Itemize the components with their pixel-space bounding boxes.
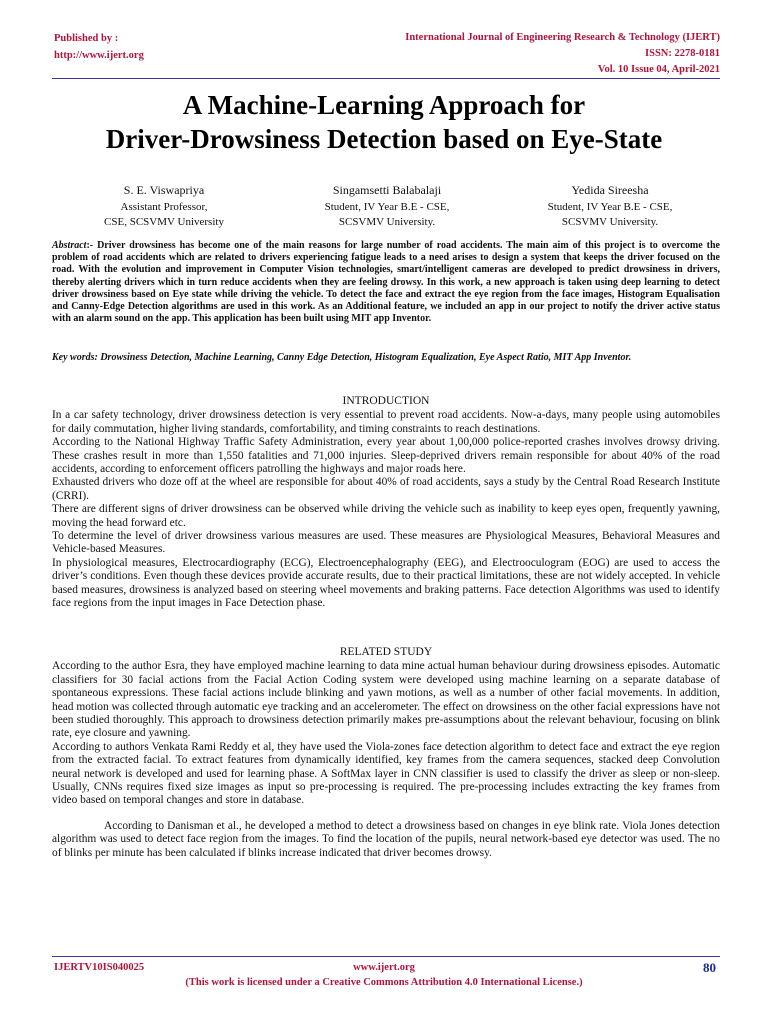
paragraph: There are different signs of driver drowsiness can be observed while driving the vehicle such as inability to keep eyes open, frequently yawning, moving the head forward etc. [52, 503, 720, 529]
paragraph: According to Danisman et al., he developed a method to detect a drowsiness based on changes in eye blink rate. Viola Jones detection algorithm was used to detect face region from the images. To find the location of the pupils, neural network-based eye detector was used. The no of blinks per minute has been calculated if blinks increase indicated that driver becomes drowsy. [52, 819, 720, 859]
author-affiliation: SCSVMV University. [561, 215, 659, 228]
header-divider [52, 78, 720, 79]
volume-issue: Vol. 10 Issue 04, April-2021 [597, 64, 720, 75]
issn: ISSN: 2278-0181 [645, 48, 720, 59]
paper-id: IJERTV10IS040025 [54, 962, 145, 973]
paragraph: To determine the level of driver drowsiness various measures are used. These measures are Physiological Measures, Behavioral Measures and Vehicle-based Measures. [52, 530, 720, 556]
publisher-block [54, 30, 144, 64]
author-name: Yedida Sireesha [571, 183, 649, 197]
journal-block [405, 30, 720, 78]
title-line-1: A Machine-Learning Approach for [182, 90, 586, 120]
site-url-link[interactable]: http://www.ijert.org [54, 50, 144, 61]
author-affiliation: CSE, SCSVMV University [104, 215, 224, 228]
footer-site-link[interactable]: www.ijert.org [353, 962, 415, 973]
author-2 [277, 183, 497, 229]
page-number: 80 [703, 960, 716, 975]
paragraph: In a car safety technology, driver drowsiness detection is very essential to prevent road accidents. Now-a-days, many people using automobiles for daily commutation, higher living standards, comfortability, and timing constraints to reach destinations. [52, 409, 720, 435]
related-study-section [52, 646, 720, 860]
title-line-2: Driver-Drowsiness Detection based on Eye-State [105, 124, 663, 154]
author-1 [54, 183, 274, 229]
introduction-heading: INTRODUCTION [342, 395, 430, 407]
journal-name: International Journal of Engineering Research & Technology (IJERT) [405, 32, 720, 43]
abstract [52, 240, 720, 325]
author-3 [500, 183, 720, 229]
author-name: S. E. Viswapriya [123, 183, 205, 197]
paragraph: According to the author Esra, they have employed machine learning to data mine actual human behaviour during drowsiness episodes. Automatic classifiers for 30 facial actions from the Facial Action Coding system were developed using machine learning on a separate database of spontaneous expressions. These facial actions include blinking and yawn motions, as well as a number of other facial movements. In addition, head motion was collected through automatic eye tracking and an accelerometer. The effect on drowsiness on the other facial expressions have not been studied thoroughly. This approach to drowsiness detection primarily makes pre-assumptions about the relevant behaviour, focusing on blink rate, eye closure and yawning. [52, 660, 720, 740]
published-by-label: Published by : [54, 33, 119, 44]
keywords: Key words: Drowsiness Detection, Machine Learning, Canny Edge Detection, Histogram Equalization, Eye Aspect Ratio, MIT App Inventor. [52, 352, 632, 363]
author-list [54, 183, 720, 229]
paragraph: According to the National Highway Traffic Safety Administration, every year about 1,00,000 police-reported crashes involves drowsy driving. These crashes result in more than 1,550 fatalities and 71,000 injuries. Sleep-deprived drivers remain responsible for about 40% of the road accidents, according to enforcement officers patrolling the highways and major roads here. [52, 436, 720, 476]
author-name: Singamsetti Balabalaji [332, 183, 442, 197]
paper-title [40, 88, 728, 156]
abstract-label: Abstract [52, 240, 87, 251]
author-affiliation: Student, IV Year B.E - CSE, [324, 201, 450, 213]
author-affiliation: Assistant Professor, [120, 201, 208, 213]
related-study-heading: RELATED STUDY [339, 646, 433, 658]
paragraph: Exhausted drivers who doze off at the wheel are responsible for about 40% of road accidents, says a study by the Central Road Research Institute (CRRI). [52, 476, 720, 502]
author-affiliation: Student, IV Year B.E - CSE, [547, 201, 673, 213]
abstract-text: :- Driver drowsiness has become one of the main reasons for large number of road accidents. The main aim of this project is to overcome the problem of road accidents which are related to drivers experiencing fatigue leads to a need arises to design a system that keeps the driver focused on the road. With the evolution and improvement in Computer Vision technologies, smart/intelligent cameras are developed to predict drowsiness in drivers, thereby alerting drivers which in turn reduce accidents when they are feeling drowsy. In this work, a new approach is taken using deep learning to detect driver drowsiness based on Eye state while driving the vehicle. To detect the face and extract the eye region from the face images, Histogram Equalisation and Canny-Edge Detection algorithms are used in this work. As an Additional feature, we included an app in our project to notify the driver active status with an alarm sound on the app. This application has been built using MIT app Inventor. [52, 240, 720, 325]
paragraph: According to authors Venkata Rami Reddy et al, they have used the Viola-zones face detection algorithm to detect face and extract the eye region from the extracted facial. To extract features from dynamically identified, key frames from the camera sequences, stacked deep Convolution neural network is developed and used for learning phase. A SoftMax layer in CNN classifier is used to classify the driver as sleep or non-sleep. Usually, CNNs requires fixed size images as input so pre-processing is required. The pre-processing includes extracting the key frames from video based on temporal changes and store in database. [52, 740, 720, 807]
license-note: (This work is licensed under a Creative Commons Attribution 4.0 International License.) [185, 977, 583, 988]
paragraph: In physiological measures, Electrocardiography (ECG), Electroencephalography (EEG), and Electrooculogram (EOG) are used to access the driver’s conditions. Even though these devices provide accurate results, due to their practical limitations, these are not widely accepted. In vehicle based measures, drowsiness is analyzed based on steering wheel movements and braking patterns. Face detection Algorithms was used to identify face regions from the input images in Face Detection phase. [52, 556, 720, 610]
introduction-section [52, 395, 720, 611]
footer-divider [52, 956, 720, 957]
author-affiliation: SCSVMV University. [338, 215, 436, 228]
